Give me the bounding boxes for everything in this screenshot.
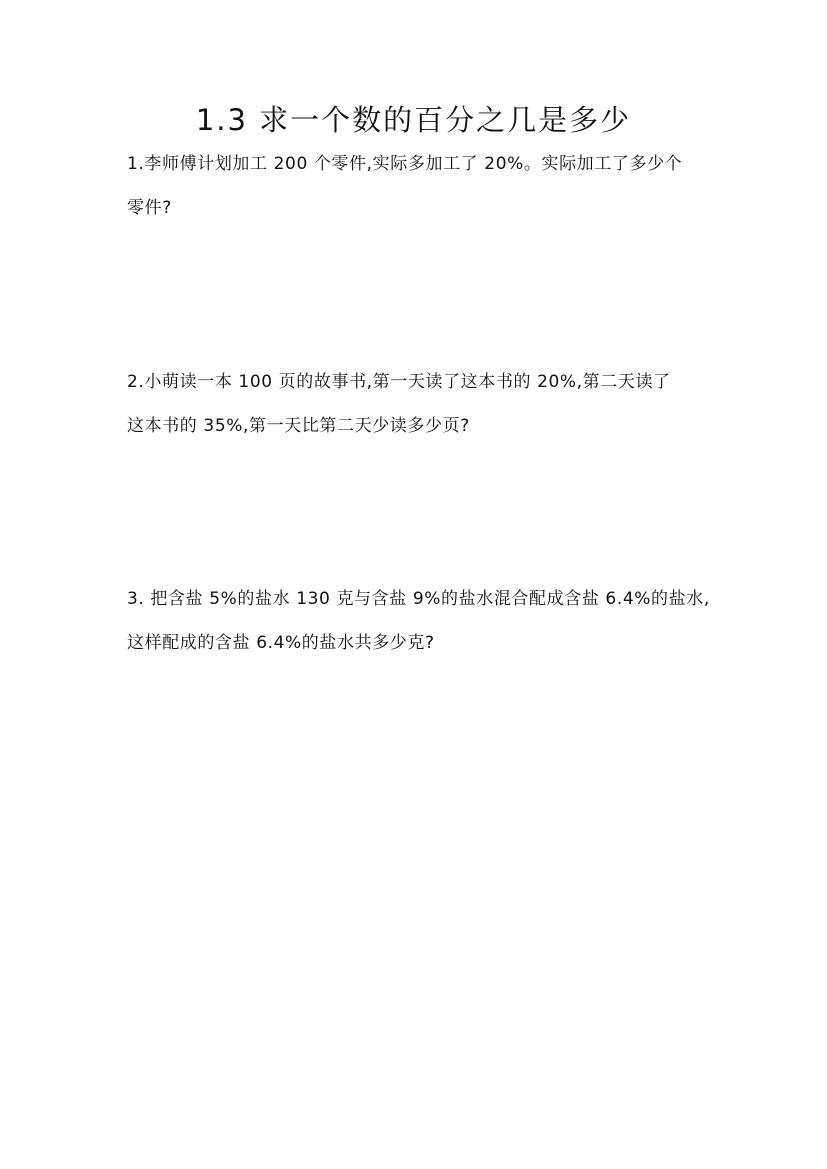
question-1-line-1: 1.李师傅计划加工 200 个零件,实际多加工了 20%。实际加工了多少个	[127, 154, 683, 174]
question-1	[127, 152, 717, 220]
question-2-line-2: 这本书的 35%,第一天比第二天少读多少页?	[127, 416, 470, 436]
question-3	[127, 587, 717, 655]
page-title: 1.3 求一个数的百分之几是多少	[195, 103, 632, 137]
question-3-line-2: 这样配成的含盐 6.4%的盐水共多少克?	[127, 633, 435, 653]
question-1-line-2: 零件?	[127, 198, 172, 218]
question-3-line-1: 3. 把含盐 5%的盐水 130 克与含盐 9%的盐水混合配成含盐 6.4%的盐水,	[127, 589, 710, 609]
question-2	[127, 370, 717, 438]
question-2-line-1: 2.小萌读一本 100 页的故事书,第一天读了这本书的 20%,第二天读了	[127, 372, 671, 392]
